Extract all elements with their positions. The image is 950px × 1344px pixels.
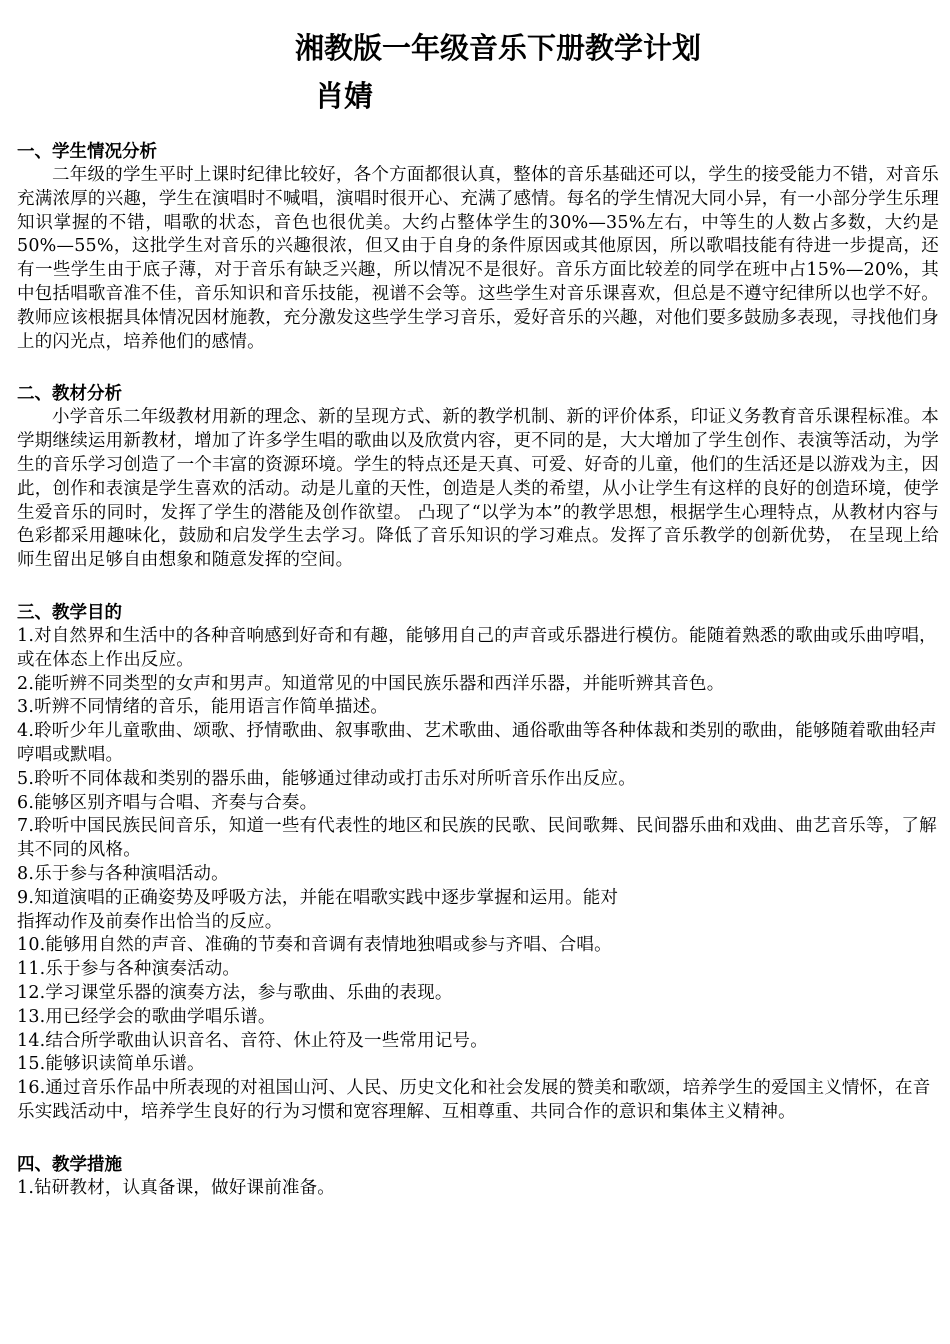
- section-heading: 三、教学目的: [17, 602, 122, 623]
- section-paragraph: 二年级的学生平时上课时纪律比较好，各个方面都很认真，整体的音乐基础还可以，学生的接受能力不错，对音乐充满浓厚的兴趣，学生在演唱时不喊唱，演唱时很开心、充满了感情。每名的学生情况大同小异，有一小部分学生乐理知识掌握的不错，唱歌的状态，音色也很优美。大约占整体学生的30%—35%左右，中等生的人数占多数，大约是50%—55%，这批学生对音乐的兴趣很浓，但又由于自身的条件原因或其他原因，所以歌唱技能有待进一步提高，还有一些学生由于底子薄，对于音乐有缺乏兴趣，所以情况不是很好。音乐方面比较差的同学在班中占15%—20%，其中包括唱歌音准不佳，音乐知识和音乐技能，视谱不会等。这些学生对音乐课喜欢，但总是不遵守纪律所以也学不好。教师应该根据具体情况因材施教，充分激发这些学生学习音乐，爱好音乐的兴趣，对他们要多鼓励多表现，寻找他们身上的闪光点，培养他们的感情。: [17, 165, 939, 352]
- list-item: 10.能够用自然的声音、准确的节奏和音调有表情地独唱或参与齐唱、合唱。: [17, 935, 612, 956]
- measure-list: [17, 1177, 939, 1201]
- section-heading: 二、教材分析: [17, 384, 122, 405]
- list-item: 15.能够识读简单乐谱。: [17, 1054, 205, 1075]
- list-item: 5.聆听不同体裁和类别的器乐曲，能够通过律动或打击乐对所听音乐作出反应。: [17, 768, 636, 789]
- list-item: 指挥动作及前奏作出恰当的反应。: [17, 911, 283, 932]
- list-item: 1.对自然界和生活中的各种音响感到好奇和有趣，能够用自己的声音或乐器进行模仿。能随着熟悉的歌曲或乐曲哼唱，或在体态上作出反应。: [17, 625, 937, 670]
- list-item: 9.知道演唱的正确姿势及呼吸方法，并能在唱歌实践中逐步掌握和运用。能对: [17, 887, 619, 908]
- section-textbook-analysis: [17, 382, 939, 573]
- section-teaching-goals: [17, 601, 939, 1125]
- section-heading: 四、教学措施: [17, 1154, 122, 1175]
- list-item: 6.能够区别齐唱与合唱、齐奏与合奏。: [17, 792, 318, 813]
- document-title: 湘教版一年级音乐下册教学计划: [294, 31, 701, 65]
- list-item: 14.结合所学歌曲认识音名、音符、休止符及一些常用记号。: [17, 1030, 488, 1051]
- goal-list: [17, 625, 939, 1125]
- section-teaching-measures: [17, 1153, 939, 1201]
- list-item: 7.聆听中国民族民间音乐，知道一些有代表性的地区和民族的民歌、民间歌舞、民间器乐曲和戏曲、曲艺音乐等，了解其不同的风格。: [17, 816, 937, 861]
- list-item: 8.乐于参与各种演唱活动。: [17, 863, 229, 884]
- list-item: 16.通过音乐作品中所表现的对祖国山河、人民、历史文化和社会发展的赞美和歌颂，培养学生的爱国主义情怀，在音乐实践活动中，培养学生良好的行为习惯和宽容理解、互相尊重、共同合作的意识和集体主义精神。: [17, 1078, 931, 1122]
- list-item: 12.学习课堂乐器的演奏方法，参与歌曲、乐曲的表现。: [17, 982, 453, 1003]
- document-page: [17, 28, 939, 1200]
- author-name: 肖婧: [315, 79, 374, 113]
- list-item: 1.钻研教材，认真备课，做好课前准备。: [17, 1177, 335, 1198]
- section-heading: 一、学生情况分析: [17, 142, 157, 162]
- list-item: 11.乐于参与各种演奏活动。: [17, 959, 241, 980]
- section-student-analysis: [17, 140, 939, 354]
- list-item: 4.聆听少年儿童歌曲、颂歌、抒情歌曲、叙事歌曲、艺术歌曲、通俗歌曲等各种体裁和类别的歌曲，能够随着歌曲轻声哼唱或默唱。: [17, 721, 937, 765]
- list-item: 3.听辨不同情绪的音乐，能用语言作简单描述。: [17, 697, 389, 718]
- list-item: 2.能听辨不同类型的女声和男声。知道常见的中国民族乐器和西洋乐器，并能听辨其音色。: [17, 673, 725, 694]
- list-item: 13.用已经学会的歌曲学唱乐谱。: [17, 1006, 276, 1027]
- section-paragraph: 小学音乐二年级教材用新的理念、新的呈现方式、新的教学机制、新的评价体系，印证义务教育音乐课程标准。本学期继续运用新教材，增加了许多学生唱的歌曲以及欣赏内容，更不同的是，大大增加了学生创作、表演等活动，为学生的音乐学习创造了一个丰富的资源环境。学生的特点还是天真、可爱、好奇的儿童，他们的生活还是以游戏为主，因此，创作和表演是学生喜欢的活动。动是儿童的天性，创造是人类的希望，从小让学生有这样的良好的创造环境，使学生爱音乐的同时，发挥了学生的潜能及创作欲望。 凸现了“以学为本”的教学思想，根据学生心理特点，从教材内容与色彩都采用趣味化，鼓励和启发学生去学习。降低了音乐知识的学习难点。发挥了音乐教学的创新优势， 在呈现上给师生留出足够自由想象和随意发挥的空间。: [17, 407, 939, 571]
